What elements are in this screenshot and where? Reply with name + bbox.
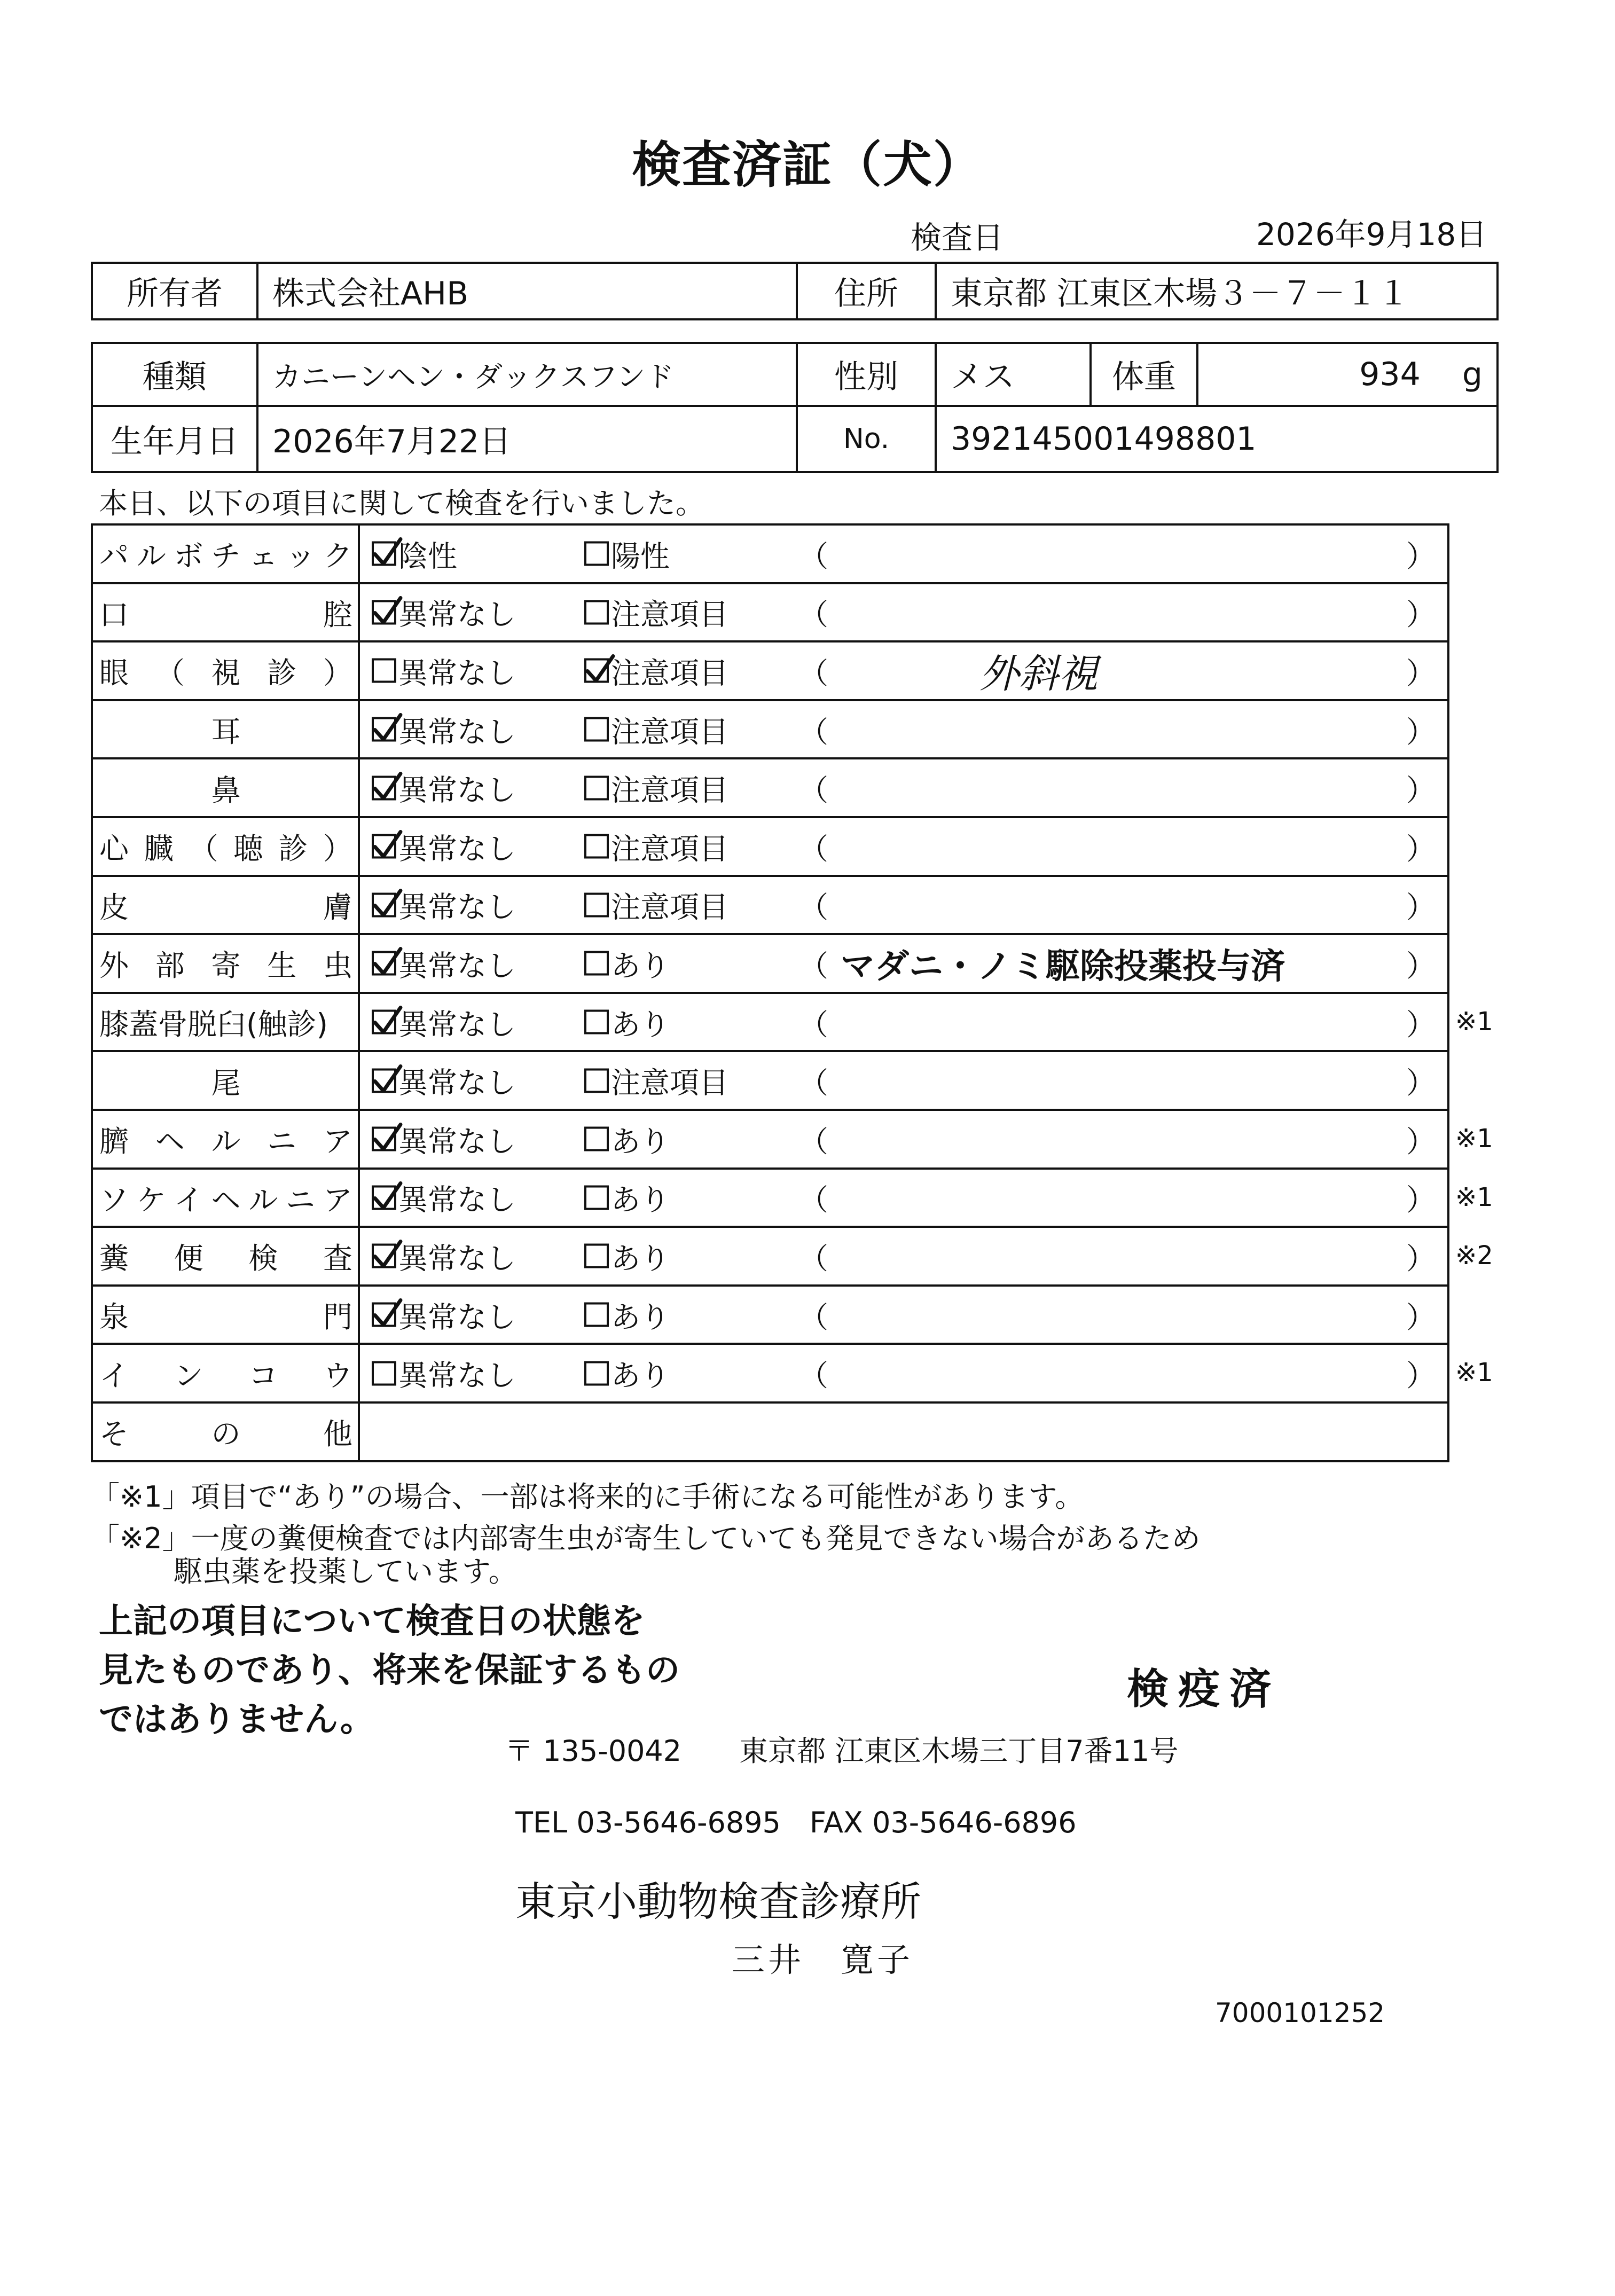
item-name: [92, 934, 359, 993]
checkbox-icon[interactable]: [584, 1127, 609, 1151]
clinic-address: 〒 135-0042 東京都 江東区木場三丁目7番11号: [505, 1734, 1179, 1768]
result-option: [372, 532, 457, 575]
item-name-part: ヘ: [155, 1124, 185, 1159]
result-option: [372, 1235, 516, 1277]
footnote-reference-mark: ※2: [1455, 1241, 1493, 1271]
result-option-label: 異常なし: [398, 832, 516, 866]
item-name: [92, 641, 359, 700]
result-option: [372, 591, 516, 633]
breed-value: カニーンヘン・ダックスフンド: [257, 343, 797, 406]
item-name: [92, 876, 359, 935]
footnote-2-line2: 駆虫薬を投薬しています。: [174, 1555, 518, 1588]
item-name: [92, 1110, 359, 1169]
item-name-part: 部: [155, 949, 185, 983]
item-result-cell: [359, 993, 1448, 1052]
note-paren-open: （: [799, 1358, 829, 1393]
checkbox-icon[interactable]: [584, 1303, 609, 1327]
item-name-part: 尾: [211, 1065, 241, 1100]
item-row: [92, 641, 1448, 700]
item-name-part: チ: [211, 539, 241, 574]
checked-checkbox-icon[interactable]: [372, 951, 396, 976]
item-row: [92, 876, 1448, 935]
item-name-part: 査: [323, 1241, 352, 1276]
item-name: [92, 817, 359, 876]
item-name-part: 外: [99, 949, 129, 983]
checked-checkbox-icon[interactable]: [372, 1010, 396, 1035]
note-paren-open: （: [799, 539, 829, 574]
result-option: [372, 767, 516, 809]
item-name-part: 視: [211, 656, 241, 691]
note-paren-open: （: [799, 1182, 829, 1217]
result-option-label: 異常なし: [398, 1124, 516, 1159]
result-option: [372, 649, 516, 692]
result-option: [584, 1294, 670, 1336]
result-option: [372, 825, 516, 867]
sex-value: メス: [936, 343, 1091, 406]
item-result-cell: [359, 876, 1448, 935]
checked-checkbox-icon[interactable]: [372, 1244, 396, 1268]
item-row: [92, 583, 1448, 642]
item-row: [92, 993, 1448, 1052]
result-option: [584, 825, 728, 867]
item-row: [92, 1227, 1448, 1286]
item-result-cell: [359, 758, 1448, 817]
note-paren-close: ）: [1406, 890, 1436, 924]
result-option: [372, 1177, 516, 1219]
result-option-label: 異常なし: [398, 1007, 516, 1042]
result-option-label: 異常なし: [398, 715, 516, 749]
footnote-1: 「※1」項目で“あり”の場合、一部は将来的に手術になる可能性があります。: [91, 1480, 1084, 1514]
item-name-part: 診: [278, 832, 308, 866]
item-result-cell: [359, 700, 1448, 759]
intro-text: 本日、以下の項目に関して検査を行いました。: [99, 487, 704, 520]
item-name: [92, 1286, 359, 1344]
result-option-label: 注意項目: [611, 597, 729, 632]
item-name: [92, 1344, 359, 1402]
item-row: [92, 1344, 1448, 1402]
item-name: [92, 758, 359, 817]
no-value: 392145001498801: [936, 406, 1498, 472]
item-name-part: 心: [99, 832, 129, 866]
item-row: [92, 1110, 1448, 1169]
item-name-part: 生: [267, 949, 297, 983]
item-name-part: ）: [323, 832, 352, 866]
result-option-label: 異常なし: [398, 773, 516, 808]
item-name-part: イ: [99, 1358, 129, 1393]
result-option-label: 注意項目: [611, 1065, 729, 1100]
result-option: [372, 1294, 516, 1336]
checkbox-icon[interactable]: [372, 1361, 396, 1385]
item-name-part: ア: [323, 1182, 352, 1217]
item-name-part: 寄: [211, 949, 241, 983]
note-paren-close: ）: [1406, 1300, 1436, 1335]
result-option: [584, 1352, 670, 1394]
result-option-label: あり: [611, 1241, 670, 1276]
disclaimer-line-1: 上記の項目について検査日の状態を: [99, 1602, 645, 1641]
footnote-reference-mark: ※1: [1455, 1182, 1493, 1212]
note-paren-close: ）: [1406, 1065, 1436, 1100]
item-name-part: 糞: [99, 1241, 129, 1276]
checked-checkbox-icon[interactable]: [372, 542, 396, 566]
disclaimer-line-3: ではありません。: [99, 1700, 374, 1739]
note-paren-close: ）: [1406, 539, 1436, 574]
item-name-part: 耳: [211, 715, 241, 749]
item-row: [92, 758, 1448, 817]
item-name-part: ソ: [99, 1182, 129, 1217]
item-name: [92, 1227, 359, 1286]
note-paren-open: （: [799, 656, 829, 691]
note-paren-close: ）: [1406, 597, 1436, 632]
item-name: [92, 524, 359, 583]
note-paren-close: ）: [1406, 949, 1436, 983]
checkbox-icon[interactable]: [584, 600, 609, 624]
result-option: [584, 1118, 670, 1160]
checkbox-icon[interactable]: [584, 1010, 609, 1035]
item-name-part: パ: [99, 539, 129, 574]
note-paren-close: ）: [1406, 832, 1436, 866]
result-option: [584, 942, 670, 984]
item-name-part: 皮: [99, 890, 129, 924]
checked-checkbox-icon[interactable]: [372, 717, 396, 742]
clinic-tel-fax: TEL 03-5646-6895 FAX 03-5646-6896: [515, 1806, 1077, 1839]
weight-label: 体重: [1091, 343, 1197, 406]
item-row: [92, 934, 1448, 993]
result-option-label: 異常なし: [398, 656, 516, 691]
address-value: 東京都 江東区木場３－７－１１: [936, 263, 1498, 319]
item-name-part: 虫: [323, 949, 352, 983]
item-result-cell: [359, 1227, 1448, 1286]
owner-label: 所有者: [92, 263, 257, 319]
checkbox-icon[interactable]: [584, 1244, 609, 1268]
item-name-part: 便: [174, 1241, 203, 1276]
document-title: 検査済証（犬）: [631, 136, 983, 193]
sex-label: 性別: [797, 343, 936, 406]
result-option-label: 異常なし: [398, 1358, 516, 1393]
item-name-part: 膝蓋骨脱臼(触診): [99, 1007, 328, 1042]
result-option-label: あり: [611, 949, 670, 983]
item-name-part: 診: [267, 656, 297, 691]
result-option-label: あり: [611, 1358, 670, 1393]
item-result-cell: [359, 1110, 1448, 1169]
result-option-label: 異常なし: [398, 1182, 516, 1217]
item-name-part: ニ: [267, 1124, 297, 1159]
result-option: [584, 649, 728, 692]
breed-label: 種類: [92, 343, 257, 406]
note-paren-open: （: [799, 1124, 829, 1159]
item-name: [92, 993, 359, 1052]
checkbox-icon[interactable]: [372, 659, 396, 683]
item-name-part: ケ: [136, 1182, 166, 1217]
item-name-part: 聴: [233, 832, 263, 866]
dob-label: 生年月日: [92, 406, 257, 472]
checkbox-icon[interactable]: [584, 542, 609, 566]
note-paren-close: ）: [1406, 1182, 1436, 1217]
item-name-part: 膚: [323, 890, 352, 924]
item-name: [92, 1051, 359, 1110]
note-paren-close: ）: [1406, 656, 1436, 691]
item-name-part: ニ: [286, 1182, 316, 1217]
checked-checkbox-icon[interactable]: [372, 775, 396, 800]
result-option-label: 異常なし: [398, 1241, 516, 1276]
inspection-date-label: 検査日: [911, 220, 1004, 256]
checkbox-icon[interactable]: [584, 717, 609, 742]
result-option: [584, 1060, 728, 1102]
footnote-reference-mark: ※1: [1455, 1006, 1493, 1037]
result-option: [372, 1001, 516, 1043]
result-option: [584, 1177, 670, 1219]
item-name-part: （: [155, 656, 185, 691]
no-label: No.: [797, 406, 936, 472]
item-name-part: ）: [323, 656, 352, 691]
item-name-part: そ: [99, 1417, 129, 1452]
item-name-part: の: [211, 1417, 241, 1452]
item-name-part: 検: [248, 1241, 278, 1276]
item-name-part: ル: [211, 1124, 241, 1159]
item-name-part: 臓: [144, 832, 174, 866]
result-option-label: 異常なし: [398, 1065, 516, 1100]
result-option: [584, 884, 728, 926]
item-note: マダニ・ノミ駆除投薬投与済: [841, 946, 1285, 986]
checked-checkbox-icon[interactable]: [372, 1303, 396, 1327]
item-row: [92, 1286, 1448, 1344]
item-name-part: （: [189, 832, 218, 866]
result-option: [584, 591, 728, 633]
result-option: [372, 1352, 516, 1394]
item-result-cell: [359, 1051, 1448, 1110]
checkbox-icon[interactable]: [584, 775, 609, 800]
checkbox-icon[interactable]: [584, 1361, 609, 1385]
note-paren-open: （: [799, 949, 829, 983]
item-name-part: 口: [99, 597, 129, 632]
item-name-part: ヘ: [211, 1182, 241, 1217]
item-name-part: ェ: [248, 539, 278, 574]
result-option-label: 注意項目: [611, 832, 729, 866]
item-row: [92, 700, 1448, 759]
handwritten-note: 外斜視: [979, 651, 1098, 697]
item-name: [92, 583, 359, 642]
result-option-label: あり: [611, 1182, 670, 1217]
item-result-cell: [359, 641, 1448, 700]
item-name-part: 腔: [323, 597, 352, 632]
item-row: [92, 1169, 1448, 1227]
weight-unit: g: [1462, 356, 1483, 393]
checkbox-icon[interactable]: [584, 951, 609, 976]
result-option-label: 注意項目: [611, 715, 729, 749]
result-option: [584, 708, 728, 750]
checkbox-icon[interactable]: [584, 834, 609, 859]
note-paren-open: （: [799, 715, 829, 749]
address-label: 住所: [797, 263, 936, 319]
quarantine-completed-mark: 検疫済: [1127, 1665, 1281, 1713]
item-name-part: ン: [174, 1358, 203, 1393]
item-name-part: ッ: [286, 539, 316, 574]
note-paren-open: （: [799, 890, 829, 924]
clinic-name: 東京小動物検査診療所: [515, 1878, 921, 1925]
animal-table: [91, 342, 1499, 473]
checked-checkbox-icon[interactable]: [372, 834, 396, 859]
checked-checkbox-icon[interactable]: [372, 600, 396, 624]
result-option-label: 異常なし: [398, 949, 516, 983]
checked-checkbox-icon[interactable]: [372, 1127, 396, 1151]
result-option-label: あり: [611, 1007, 670, 1042]
note-paren-open: （: [799, 773, 829, 808]
item-result-cell: [359, 524, 1448, 583]
result-option: [372, 942, 516, 984]
item-row: [92, 1051, 1448, 1110]
item-row: [92, 817, 1448, 876]
owner-table: [91, 262, 1499, 320]
item-name-part: コ: [248, 1358, 278, 1393]
note-paren-close: ）: [1406, 1241, 1436, 1276]
dob-value: 2026年7月22日: [257, 406, 797, 472]
note-paren-close: ）: [1406, 1124, 1436, 1159]
result-option-label: 注意項目: [611, 656, 729, 691]
item-name-part: 鼻: [211, 773, 241, 808]
result-option-label: 異常なし: [398, 597, 516, 632]
result-option: [372, 708, 516, 750]
note-paren-open: （: [799, 597, 829, 632]
item-result-cell: [359, 1402, 1448, 1461]
item-row: [92, 1402, 1448, 1461]
item-name-part: ウ: [323, 1358, 352, 1393]
disclaimer-statement: [99, 1597, 680, 1744]
item-name-part: 門: [323, 1300, 352, 1335]
note-paren-close: ）: [1406, 773, 1436, 808]
footnote-reference-mark: ※1: [1455, 1124, 1493, 1154]
item-name-part: 泉: [99, 1300, 129, 1335]
checked-checkbox-icon[interactable]: [372, 1185, 396, 1210]
item-result-cell: [359, 583, 1448, 642]
note-paren-open: （: [799, 832, 829, 866]
item-result-cell: [359, 1344, 1448, 1402]
result-option: [584, 532, 670, 575]
item-name-part: ル: [136, 539, 166, 574]
result-option: [584, 1001, 670, 1043]
owner-value: 株式会社AHB: [257, 263, 797, 319]
checkbox-icon[interactable]: [584, 892, 609, 917]
item-name-part: イ: [174, 1182, 203, 1217]
footnote-reference-mark: ※1: [1455, 1358, 1493, 1388]
item-result-cell: [359, 1286, 1448, 1344]
result-option-label: 異常なし: [398, 1300, 516, 1335]
item-name-part: 眼: [99, 656, 129, 691]
checkbox-icon[interactable]: [584, 1185, 609, 1210]
item-result-cell: [359, 817, 1448, 876]
footnote-2-line1: 「※2」一度の糞便検査では内部寄生虫が寄生していても発見できない場合があるため: [91, 1522, 1201, 1555]
note-paren-close: ）: [1406, 715, 1436, 749]
result-option-label: 注意項目: [611, 773, 729, 808]
result-option-label: 異常なし: [398, 890, 516, 924]
item-name-part: ア: [323, 1124, 352, 1159]
note-paren-open: （: [799, 1241, 829, 1276]
note-paren-open: （: [799, 1007, 829, 1042]
note-paren-open: （: [799, 1065, 829, 1100]
serial-number: 7000101252: [1215, 1997, 1385, 2028]
result-option: [584, 1235, 670, 1277]
inspection-items-table: [91, 523, 1449, 1462]
result-option: [372, 884, 516, 926]
checked-checkbox-icon[interactable]: [584, 659, 609, 683]
item-name-part: ボ: [174, 539, 203, 574]
item-name: [92, 700, 359, 759]
weight-cell: [1197, 343, 1498, 406]
inspection-date: 2026年9月18日: [1256, 216, 1487, 253]
note-paren-close: ）: [1406, 1007, 1436, 1042]
result-option: [584, 767, 728, 809]
result-option: [372, 1118, 516, 1160]
result-option-label: 陰性: [398, 539, 458, 574]
result-option-label: 陽性: [611, 539, 670, 574]
result-option: [372, 1060, 516, 1102]
item-name: [92, 1169, 359, 1227]
result-option-label: あり: [611, 1124, 670, 1159]
note-paren-open: （: [799, 1300, 829, 1335]
checked-checkbox-icon[interactable]: [372, 1068, 396, 1093]
item-result-cell: [359, 934, 1448, 993]
item-row: [92, 524, 1448, 583]
item-name: [92, 1402, 359, 1461]
item-result-cell: [359, 1169, 1448, 1227]
checked-checkbox-icon[interactable]: [372, 892, 396, 917]
note-paren-close: ）: [1406, 1358, 1436, 1393]
item-name-part: 臍: [99, 1124, 129, 1159]
item-name-part: 他: [323, 1417, 352, 1452]
result-option-label: あり: [611, 1300, 670, 1335]
result-option-label: 注意項目: [611, 890, 729, 924]
item-name-part: ク: [323, 539, 352, 574]
disclaimer-line-2: 見たものであり、将来を保証するもの: [99, 1651, 680, 1690]
checkbox-icon[interactable]: [584, 1068, 609, 1093]
item-name-part: ル: [248, 1182, 278, 1217]
weight-value: 934: [1359, 356, 1421, 393]
clinic-person: 三井 寛子: [732, 1940, 914, 1979]
